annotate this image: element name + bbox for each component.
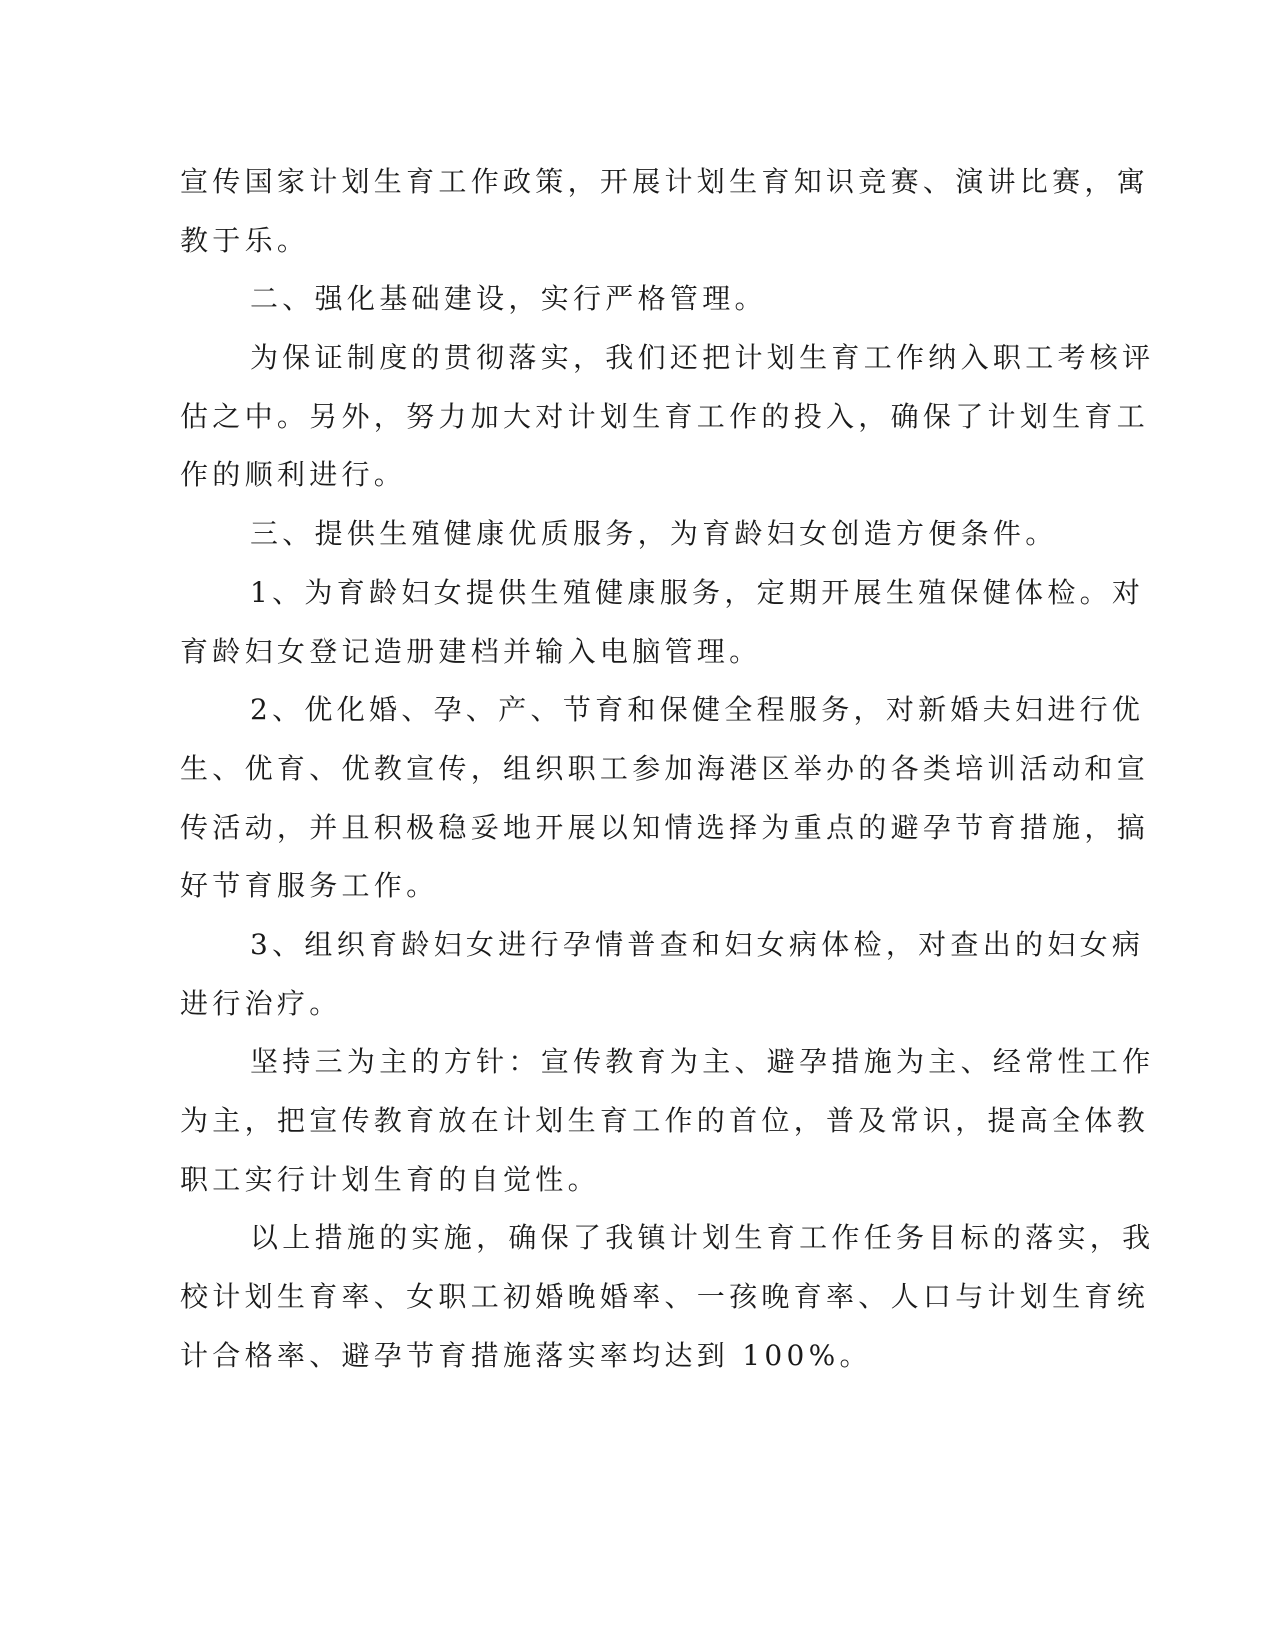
text-line: 估之中。另外，努力加大对计划生育工作的投入，确保了计划生育工	[180, 400, 1150, 433]
text-line: 2、优化婚、孕、产、节育和保健全程服务，对新婚夫妇进行优	[250, 693, 1145, 726]
text-line: 坚持三为主的方针：宣传教育为主、避孕措施为主、经常性工作	[250, 1045, 1155, 1078]
text-line: 以上措施的实施，确保了我镇计划生育工作任务目标的落实，我	[250, 1221, 1155, 1254]
section-heading: 二、强化基础建设，实行严格管理。	[250, 282, 767, 315]
text-line: 校计划生育率、女职工初婚晚婚率、一孩晚育率、人口与计划生育统	[180, 1280, 1150, 1313]
text-line: 为保证制度的贯彻落实，我们还把计划生育工作纳入职工考核评	[250, 341, 1155, 374]
text-line: 教于乐。	[180, 224, 310, 257]
text-line: 职工实行计划生育的自觉性。	[180, 1163, 600, 1196]
text-line: 传活动，并且积极稳妥地开展以知情选择为重点的避孕节育措施，搞	[180, 811, 1150, 844]
text-line: 宣传国家计划生育工作政策，开展计划生育知识竞赛、演讲比赛，寓	[180, 165, 1150, 198]
text-line: 为主，把宣传教育放在计划生育工作的首位，普及常识，提高全体教	[180, 1104, 1150, 1137]
text-line: 生、优育、优教宣传，组织职工参加海港区举办的各类培训活动和宣	[180, 752, 1150, 785]
text-line: 进行治疗。	[180, 987, 342, 1020]
text-line: 作的顺利进行。	[180, 458, 407, 491]
section-heading: 三、提供生殖健康优质服务，为育龄妇女创造方便条件。	[250, 517, 1058, 550]
text-line: 1、为育龄妇女提供生殖健康服务，定期开展生殖保健体检。对	[250, 576, 1145, 609]
text-line: 育龄妇女登记造册建档并输入电脑管理。	[180, 635, 762, 668]
text-line: 计合格率、避孕节育措施落实率均达到 100%。	[180, 1339, 872, 1372]
text-line: 好节育服务工作。	[180, 869, 439, 902]
text-line: 3、组织育龄妇女进行孕情普查和妇女病体检，对查出的妇女病	[250, 928, 1145, 961]
